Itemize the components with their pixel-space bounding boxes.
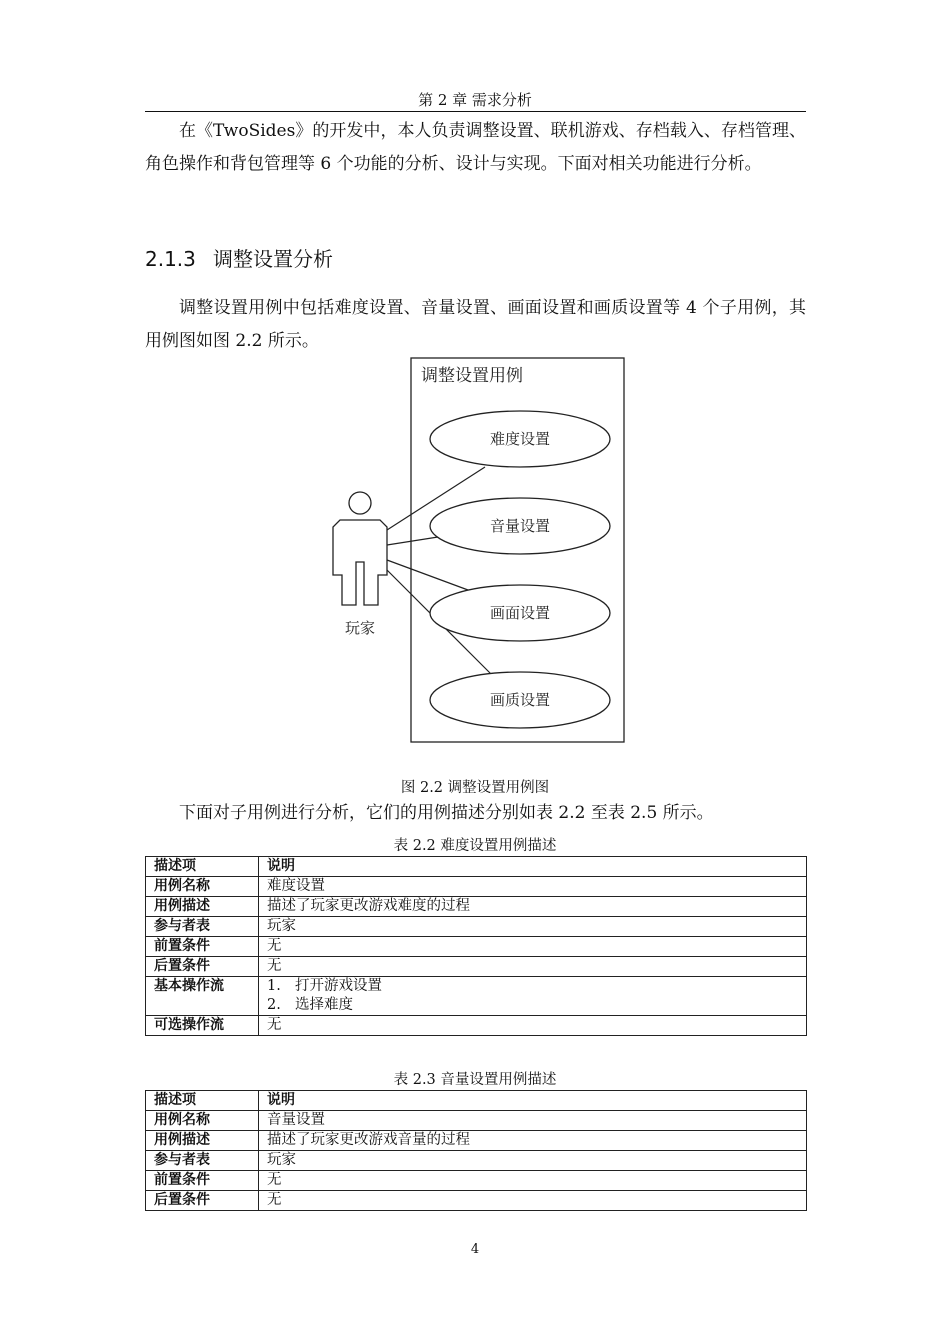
header-cell: 说明: [259, 857, 807, 877]
table-row: [146, 1111, 807, 1131]
row-key: 可选操作流: [146, 1016, 259, 1036]
intro-paragraph: 在《TwoSides》的开发中，本人负责调整设置、联机游戏、存档载入、存档管理、角色操作和背包管理等 6 个功能的分析、设计与实现。下面对相关功能进行分析。: [145, 121, 806, 174]
row-value: 描述了玩家更改游戏音量的过程: [259, 1131, 807, 1151]
section-paragraph: 调整设置用例中包括难度设置、音量设置、画面设置和画质设置等 4 个子用例，其用例图如图 2.2 所示。: [145, 298, 806, 351]
row-key: 后置条件: [146, 1191, 259, 1211]
figure-caption: 图 2.2 调整设置用例图: [400, 780, 550, 796]
table-row: [146, 1131, 807, 1151]
row-key: 前置条件: [146, 1171, 259, 1191]
row-value: 难度设置: [259, 877, 807, 897]
associations: [387, 467, 492, 675]
section-number: 2.1.3: [145, 247, 196, 271]
row-key: 参与者表: [146, 917, 259, 937]
flow-step-text: 打开游戏设置: [295, 978, 382, 994]
use-case-label-volume: 音量设置: [489, 517, 551, 535]
association-line-volume: [387, 537, 438, 545]
header-cell: 描述项: [146, 1091, 259, 1111]
row-value: 无: [259, 937, 807, 957]
table-volume-setting: [145, 1090, 807, 1211]
use-case-label-quality: 画质设置: [489, 691, 551, 709]
table-difficulty-setting: [145, 856, 807, 1036]
table-row: [146, 1191, 807, 1211]
table-row: [146, 1016, 807, 1036]
header-cell: 描述项: [146, 857, 259, 877]
association-line-display: [387, 560, 468, 590]
table-row: [146, 937, 807, 957]
row-value: [259, 977, 807, 1016]
system-name-label: 调整设置用例: [421, 366, 523, 386]
table2-caption: 表 2.3 音量设置用例描述: [393, 1072, 557, 1088]
row-value: 玩家: [259, 1151, 807, 1171]
use-case-diagram: [320, 355, 640, 750]
actor-head-icon: [349, 492, 371, 514]
row-value: 无: [259, 1016, 807, 1036]
table-row: [146, 957, 807, 977]
row-key: 前置条件: [146, 937, 259, 957]
row-value: 描述了玩家更改游戏难度的过程: [259, 897, 807, 917]
section-title: 调整设置分析: [213, 247, 333, 271]
row-key: 基本操作流: [146, 977, 259, 1016]
row-value: 无: [259, 1191, 807, 1211]
table-row: [146, 1151, 807, 1171]
table-row: [146, 1171, 807, 1191]
page-number: 4: [470, 1242, 480, 1257]
row-value: 无: [259, 957, 807, 977]
row-key: 后置条件: [146, 957, 259, 977]
row-key: 参与者表: [146, 1151, 259, 1171]
table1-caption: 表 2.2 难度设置用例描述: [393, 838, 557, 854]
flow-step-number: 1.: [267, 978, 281, 994]
use-case-label-display: 画面设置: [489, 604, 551, 622]
flow-step: [267, 996, 798, 1015]
actor-body-icon: [333, 520, 387, 605]
row-key: 用例名称: [146, 1111, 259, 1131]
row-value: 无: [259, 1171, 807, 1191]
actor-label: 玩家: [344, 619, 376, 637]
table-header-row: [146, 1091, 807, 1111]
table-row-basic-flow: [146, 977, 807, 1016]
row-key: 用例描述: [146, 897, 259, 917]
header-cell: 说明: [259, 1091, 807, 1111]
actor-figure: [333, 492, 387, 605]
use-case-label-difficulty: 难度设置: [489, 430, 551, 448]
row-value: 玩家: [259, 917, 807, 937]
row-key: 用例名称: [146, 877, 259, 897]
row-key: 用例描述: [146, 1131, 259, 1151]
running-header: 第 2 章 需求分析: [418, 91, 532, 109]
tables-intro-paragraph: 下面对子用例进行分析，它们的用例描述分别如表 2.2 至表 2.5 所示。: [179, 803, 714, 823]
flow-step: [267, 977, 798, 996]
table-row: [146, 877, 807, 897]
table-row: [146, 897, 807, 917]
row-value: 音量设置: [259, 1111, 807, 1131]
section-heading: [145, 243, 333, 272]
flow-step-number: 2.: [267, 997, 281, 1013]
header-rule: [145, 111, 806, 112]
table-header-row: [146, 857, 807, 877]
table-row: [146, 917, 807, 937]
flow-step-text: 选择难度: [295, 997, 353, 1013]
